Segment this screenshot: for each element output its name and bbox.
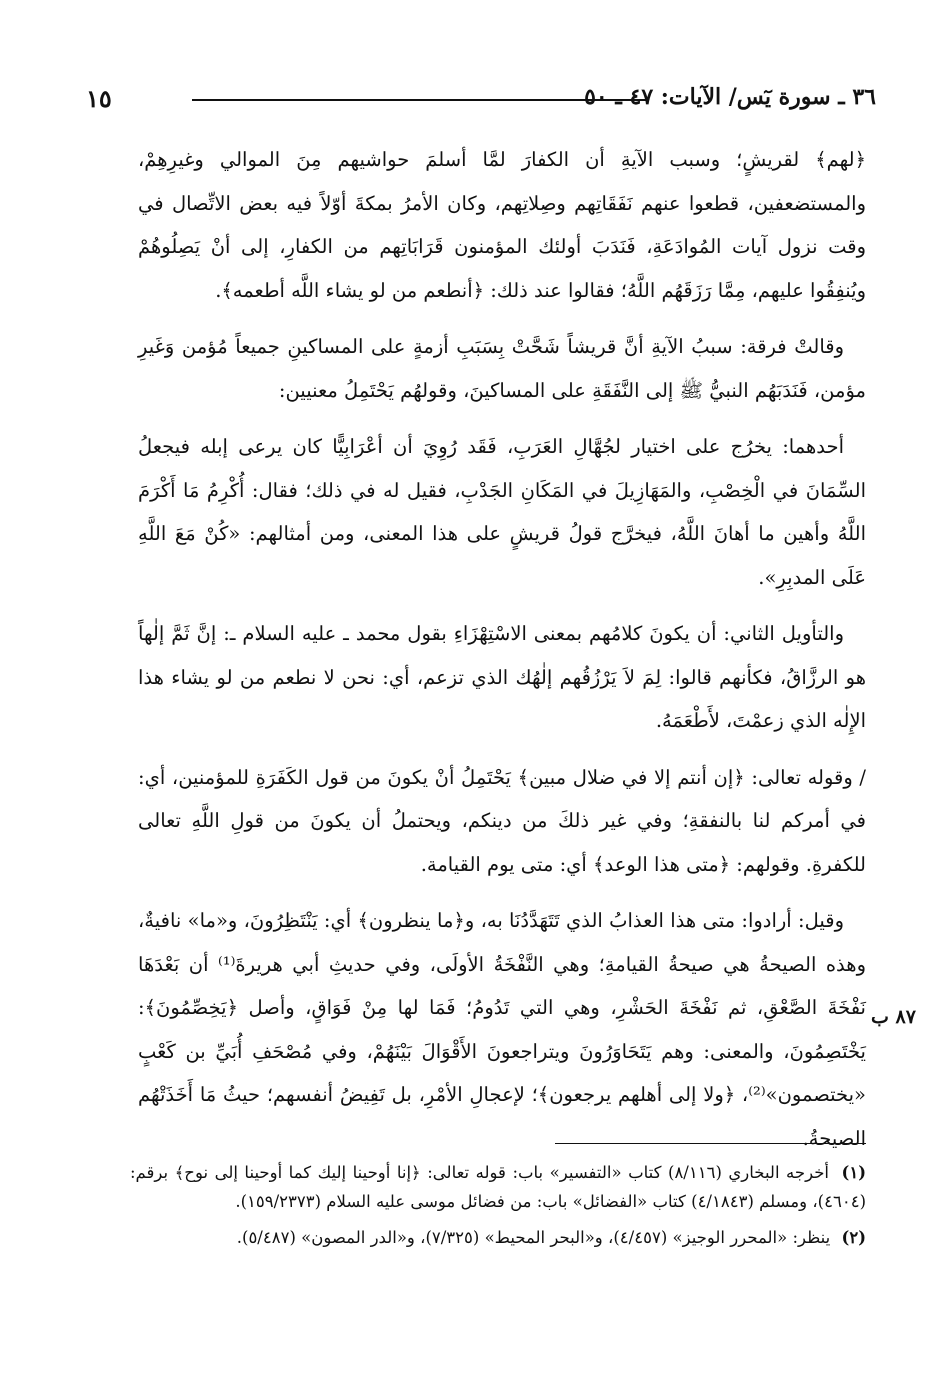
footnote-number: (١) (841, 1163, 867, 1182)
footnotes (130, 1158, 866, 1259)
paragraph-1: ﴿لهم﴾ لقريشٍ؛ وسبب الآيةِ أن الكفارَ لمَّا أسلمَ حواشيهم مِنَ الموالي وغيرِهِمْ، والمستضعفين، قطعوا عنهم نَفَقَاتِهم وصِلاتِهم، وكان الأمرُ بمكةَ أوّلاً فيه بعض الاتِّصال في وقت نزول آيات المُوادَعَةِ، فَنَدَبَ أولئك المؤمنون قَرَابَاتِهم من الكفارِ، إلى أنْ يَصِلُوهُمْ ويُنفِقُوا عليهم، مِمَّا رَزَقَهُم اللَّهُ؛ فقالوا عند ذلك: ﴿أنطعم من لو يشاء اللَّه أطعمه﴾. (138, 148, 866, 302)
paragraph-4: والتأويل الثاني: أن يكونَ كلامُهم بمعنى الاسْتِهْزَاءِ بقول محمد ـ عليه السلام ـ: إنَّ ثَمَّ إلٰهاً هو الرزَّاقُ، فكأنهم قالوا: لِمَ لاَ يَرْزُقُهم إلٰهُك الذي تزعم، أي: نحن لا نطعم من لو يشاء هذا الإِلٰه الذي زعمْتَ، لأَطْعَمَهُ. (138, 622, 866, 732)
footnote-text: ينظر: «المحرر الوجيز» (٤/٤٥٧)، و«البحر المحيط» (٧/٣٢٥)، و«الدر المصون» (٥/٤٨٧). (236, 1228, 831, 1247)
footnote-text: أخرجه البخاري (٨/١١٦) كتاب «التفسير» باب: قوله تعالى: ﴿إنا أوحينا إليك كما أوحينا إلى نوح﴾ برقم: (٤٦٠٤)، ومسلم (٤/١٨٤٣) كتاب «الفضائل» باب: من فضائل موسى عليه السلام (١٥٩/٢٣٧٣). (130, 1163, 866, 1211)
paragraph-6: وقيل: أرادوا: متى هذا العذابُ الذي تَتَهَدَّدُنَا به، و﴿ما ينظرون﴾ أي: يَنْتَظِرُونَ، و«ما» نافيةٌ، وهذه الصيحةُ هي صيحةُ القيامةِ؛ وهي النَّفْخَةُ الأولَى، وفي حديثِ أبي هريرةَ⁽¹⁾ أن بَعْدَهَا نَفْخَةَ الصَّعْقِ، ثم نَفْخَةَ الحَشْرِ، وهي التي تَدُومُ؛ فَمَا لها مِنْ فَوَاقٍ، وأصل ﴿يَخِصِّمُونَ﴾: يَخْتَصِمُونَ، والمعنى: وهم يَتَحَاوَرُونَ ويتراجعونَ الأَقْوَالَ بَيْنَهُمْ، وفي مُصْحَفِ أُبَيِّ بن كَعْبٍ «يختصمون»⁽²⁾، ﴿ولا إلى أهلهم يرجعون﴾؛ لإعجالِ الأمْرِ، بل تَفِيضُ أنفسهم؛ حيثُ مَا أَخَذَتْهُم الصيحةُ. (138, 909, 866, 1150)
folio-marker: ٨٧ ب (871, 1006, 916, 1028)
footnote-number: (٢) (841, 1228, 866, 1247)
footnote-2 (130, 1223, 866, 1252)
footnote-1 (130, 1158, 866, 1216)
paragraph-3: أحدهما: يخرُج على اختيار لجُهَّالِ العَرَبِ، فَقَد رُوِيَ أن أعْرَابِيًّا كان يرعى إبله فيجعلُ السِّمَانَ في الْخِصْبِ، والمَهَازِيلَ في المَكَانِ الجَدْبِ، فقيل له في ذلك؛ فقال: أُكْرِمُ مَا أَكْرَمَ اللَّهُ وأهين ما أهانَ اللَّهُ، فيخرَّج قولُ قريشٍ على هذا المعنى، ومن أمثالهم: «كُنْ مَعَ اللَّهِ عَلَى المدبِرِ». (138, 435, 866, 589)
page-number: ١٥ (86, 84, 112, 113)
body-text (138, 138, 866, 1173)
paragraph-5: / وقوله تعالى: ﴿إن أنتم إلا في ضلال مبين﴾ يَحْتَمِلُ أنْ يكونَ من قول الكَفَرَةِ للمؤمنين، أي: في أمركم لنا بالنفقةِ؛ وفي غير ذلكَ من دينكم، ويحتملُ أن يكونَ من قولِ اللَّهِ تعالى للكفرةِ. وقولهم: ﴿متى هذا الوعد﴾ أي: متى يوم القيامة. (138, 765, 866, 876)
running-title: ٣٦ ـ سورة يٓس/ الآيات: ٤٧ ـ ٥٠ (584, 84, 876, 110)
header-rule (192, 99, 648, 101)
paragraph-2: وقالتْ فرقة: سببُ الآيةِ أنَّ قريشاً شَحَّتْ بِسَبَبِ أزمةٍ على المساكينِ جميعاً مُؤمن وَغَيرِ مؤمن، فَنَدَبَهُم النبيُّ ﷺ إلى النَّفَقَةِ على المساكينَ، وقولهُم يَحْتَمِلُ معنيين: (138, 335, 866, 402)
footnote-rule (555, 1143, 866, 1144)
page-header (70, 84, 876, 120)
